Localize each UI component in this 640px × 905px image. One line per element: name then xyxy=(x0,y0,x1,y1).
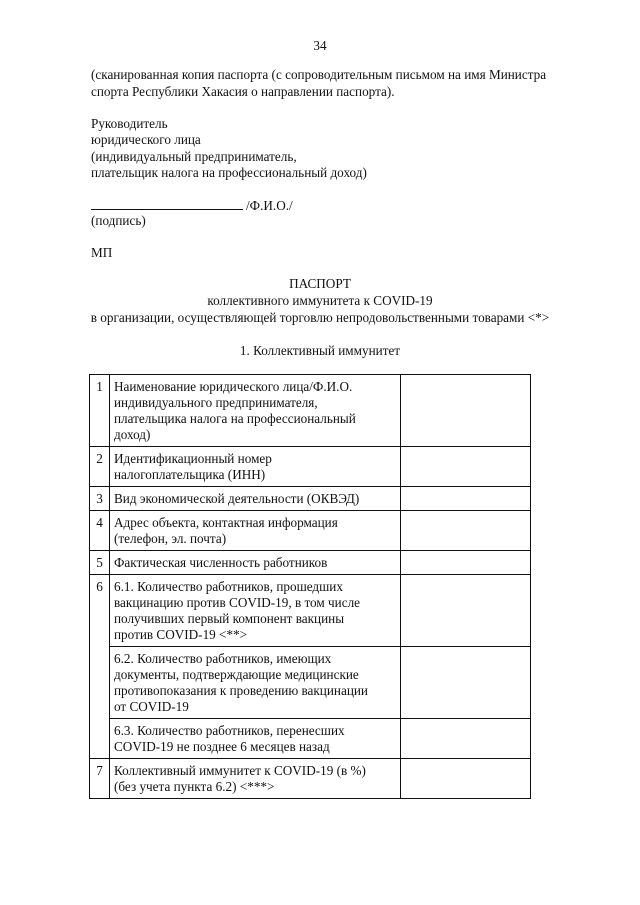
row-label xyxy=(110,647,401,719)
stamp-label: МП xyxy=(91,245,113,260)
head-line-3: (индивидуальный предприниматель, xyxy=(91,149,297,164)
row-value-cell xyxy=(401,551,531,575)
section-title: 1. Коллективный иммунитет xyxy=(239,343,401,358)
row-number: 7 xyxy=(90,759,110,799)
row-label-line: документы, подтверждающие медицинские xyxy=(114,667,359,682)
head-line-1: Руководитель xyxy=(91,116,168,131)
row-label xyxy=(110,487,401,511)
row-label-line: плательщика налога на профессиональный xyxy=(114,411,356,426)
intro-line-1: (сканированная копия паспорта (с сопроводительным письмом на имя Министра xyxy=(91,67,547,82)
row-label xyxy=(110,719,401,759)
row-label-line: Фактическая численность работников xyxy=(114,555,328,570)
table-row xyxy=(90,375,531,447)
document-subtitle-2: в организации, осуществляющей торговлю непродовольственными товарами <*> xyxy=(90,310,550,325)
row-value-cell xyxy=(401,375,531,447)
row-value-cell xyxy=(401,759,531,799)
row-label-line: от COVID-19 xyxy=(114,699,189,714)
row-value-cell xyxy=(401,447,531,487)
row-label-line: получивших первый компонент вакцины xyxy=(114,611,345,626)
row-value-cell xyxy=(401,647,531,719)
table-row xyxy=(90,575,531,647)
row-label-line: Адрес объекта, контактная информация xyxy=(114,515,338,530)
row-value-cell xyxy=(401,575,531,647)
row-number: 3 xyxy=(90,487,110,511)
row-label-line: (телефон, эл. почта) xyxy=(114,531,227,546)
row-label-line: налогоплательщика (ИНН) xyxy=(114,467,266,482)
signature-line xyxy=(91,208,243,210)
row-label xyxy=(110,575,401,647)
row-label-line: индивидуального предпринимателя, xyxy=(114,395,318,410)
row-label-line: Вид экономической деятельности (ОКВЭД) xyxy=(114,491,360,506)
row-label-line: Идентификационный номер xyxy=(114,451,272,466)
table-row xyxy=(90,719,531,759)
head-line-2: юридического лица xyxy=(91,132,201,147)
immunity-table xyxy=(89,374,531,799)
row-label xyxy=(110,511,401,551)
row-label-line: (без учета пункта 6.2) <***> xyxy=(114,779,275,794)
fio-label: /Ф.И.О./ xyxy=(246,198,293,213)
row-label xyxy=(110,447,401,487)
row-label-line: 6.3. Количество работников, перенесших xyxy=(114,723,345,738)
head-line-4: плательщик налога на профессиональный доход) xyxy=(91,165,367,180)
table-row xyxy=(90,647,531,719)
table-row xyxy=(90,447,531,487)
row-label-line: Коллективный иммунитет к COVID-19 (в %) xyxy=(114,763,366,778)
table-row xyxy=(90,511,531,551)
row-label xyxy=(110,375,401,447)
table-row xyxy=(90,551,531,575)
row-label-line: против COVID-19 <**> xyxy=(114,627,248,642)
row-label-line: COVID-19 не позднее 6 месяцев назад xyxy=(114,739,330,754)
document-subtitle-1: коллективного иммунитета к COVID-19 xyxy=(207,293,433,308)
row-number: 1 xyxy=(90,375,110,447)
row-number: 5 xyxy=(90,551,110,575)
signature-label: (подпись) xyxy=(91,213,146,228)
row-label-line: Наименование юридического лица/Ф.И.О. xyxy=(114,379,353,394)
page-number: 34 xyxy=(313,38,327,53)
row-value-cell xyxy=(401,511,531,551)
row-number: 2 xyxy=(90,447,110,487)
document-title: ПАСПОРТ xyxy=(289,276,351,291)
row-value-cell xyxy=(401,719,531,759)
intro-line-2: спорта Республики Хакасия о направлении паспорта). xyxy=(91,84,395,99)
row-label-line: 6.1. Количество работников, прошедших xyxy=(114,579,343,594)
row-label xyxy=(110,759,401,799)
table-row xyxy=(90,759,531,799)
row-number: 4 xyxy=(90,511,110,551)
row-label-line: доход) xyxy=(114,427,151,442)
row-label xyxy=(110,551,401,575)
row-value-cell xyxy=(401,487,531,511)
row-label-line: вакцинацию против COVID-19, в том числе xyxy=(114,595,361,610)
row-label-line: 6.2. Количество работников, имеющих xyxy=(114,651,332,666)
row-label-line: противопоказания к проведению вакцинации xyxy=(114,683,368,698)
table-row xyxy=(90,487,531,511)
row-number: 6 xyxy=(90,575,110,759)
